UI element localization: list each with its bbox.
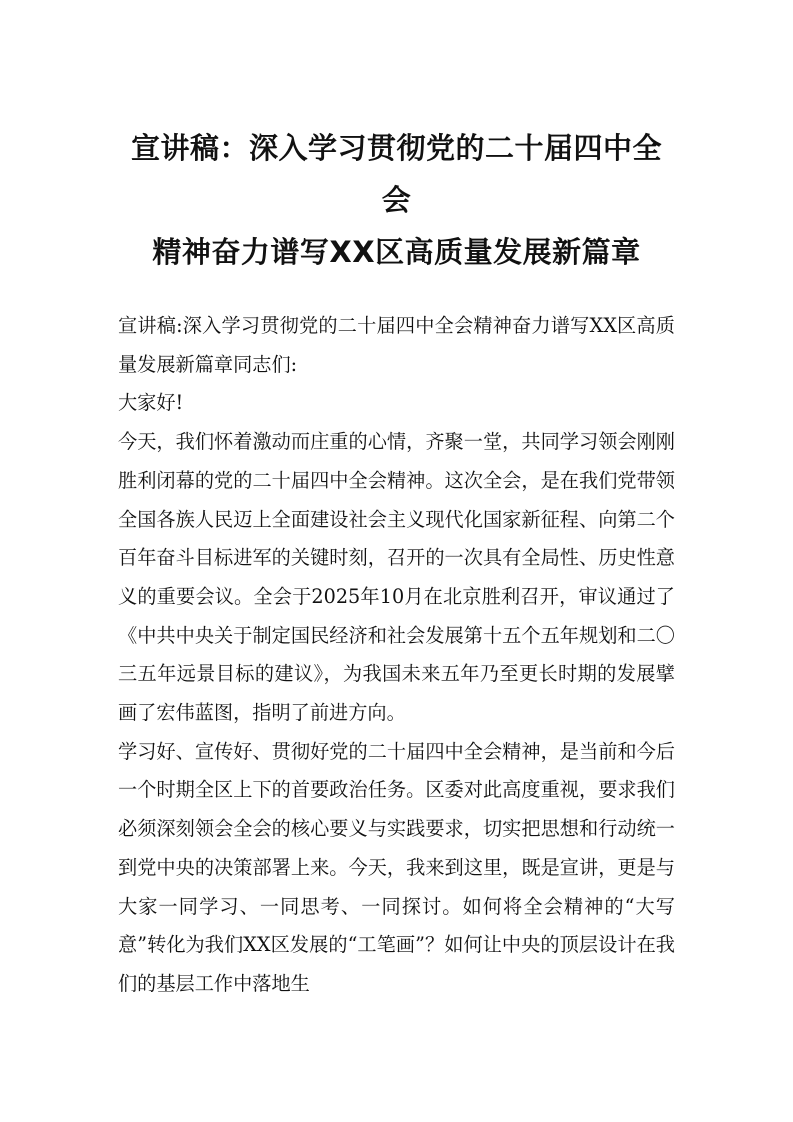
paragraph-task: 学习好、宣传好、贯彻好党的二十届四中全会精神，是当前和今后一个时期全区上下的首要政治任务。区委对此高度重视，要求我们必须深刻领会全会的核心要义与实践要求，切实把思想和行动统一到党中央的决策部署上来。今天，我来到这里，既是宣讲，更是与大家一同学习、一同思考、一同探讨。如何将全会精神的“大写意”转化为我们XX区发展的“工笔画”？如何让中央的顶层设计在我们的基层工作中落地生 — [118, 739, 675, 995]
title-line-2: 精神奋力谱写XX区高质量发展新篇章 — [152, 235, 641, 269]
paragraph-heading: 宣讲稿:深入学习贯彻党的二十届四中全会精神奋力谱写XX区高质量发展新篇章同志们: — [118, 314, 675, 376]
paragraph-introduction: 今天，我们怀着激动而庄重的心情，齐聚一堂，共同学习领会刚刚胜利闭幕的党的二十届四中全会精神。这次全会，是在我们党带领全国各族人民迈上全面建设社会主义现代化国家新征程、向第二个百年奋斗目标进军的关键时刻，召开的一次具有全局性、历史性意义的重要会议。全会于2025年10月在北京胜利召开，审议通过了《中共中央关于制定国民经济和社会发展第十五个五年规划和二〇三五年远景目标的建议》，为我国未来五年乃至更长时期的发展擘画了宏伟蓝图，指明了前进方向。 — [118, 430, 675, 725]
paragraph-greeting: 大家好! — [118, 391, 184, 415]
title-line-1: 宣讲稿：深入学习贯彻党的二十届四中全会 — [130, 131, 662, 217]
document-body — [118, 307, 675, 1004]
document-title — [118, 122, 675, 278]
